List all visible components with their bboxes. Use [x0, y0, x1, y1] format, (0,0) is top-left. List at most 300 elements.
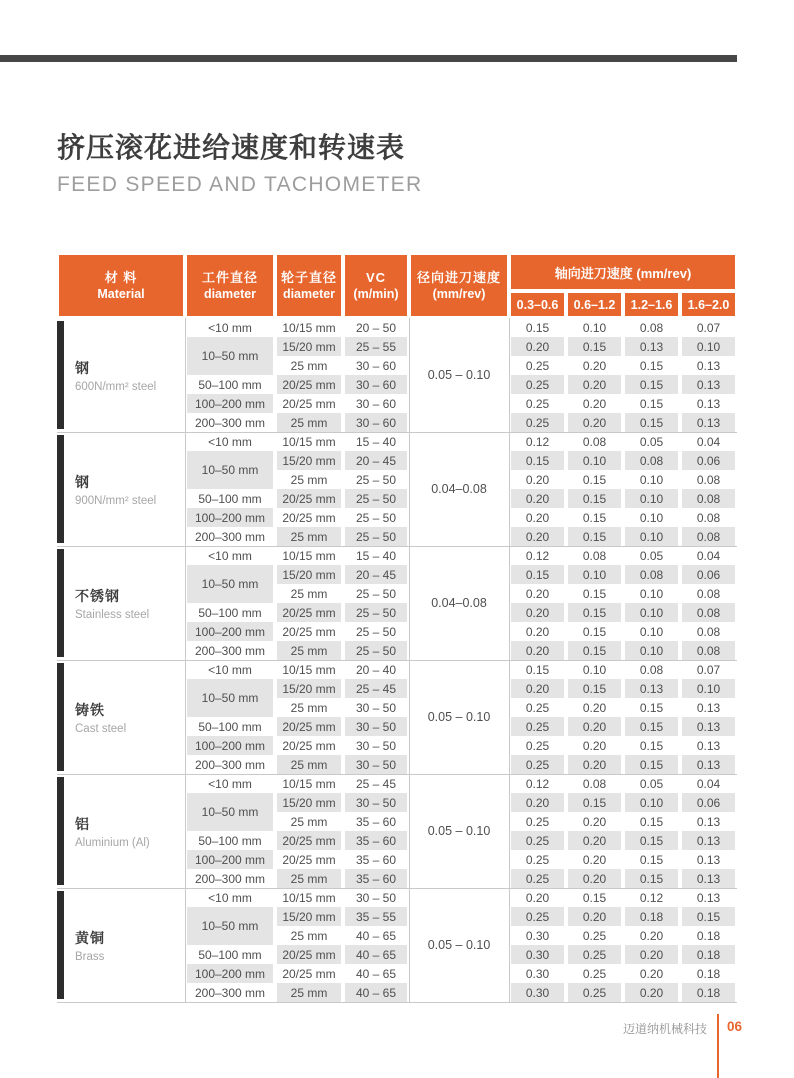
axial-value-cell: 0.10	[623, 584, 680, 603]
axial-value-cell: 0.18	[680, 983, 737, 1002]
axial-value-cell: 0.10	[623, 489, 680, 508]
axial-value-cell: 0.20	[509, 337, 566, 356]
workpiece-diameter-header: 工件直径 diameter	[185, 253, 275, 318]
axial-value-cell: 0.13	[680, 869, 737, 888]
axial-value-cell: 0.15	[566, 679, 623, 698]
axial-value-cell: 0.15	[623, 413, 680, 432]
axial-value-cell: 0.20	[623, 945, 680, 964]
wheel-diameter-cell: 25 mm	[275, 869, 343, 888]
axial-value-cell: 0.15	[623, 812, 680, 831]
axial-value-cell: 0.15	[623, 356, 680, 375]
axial-value-cell: 0.13	[680, 356, 737, 375]
axial-feed-header: 轴向进刀速度 (mm/rev)	[509, 253, 737, 291]
wheel-diameter-cell: 20/25 mm	[275, 508, 343, 527]
axial-range-header-2: 0.6–1.2	[566, 291, 623, 318]
axial-value-cell: 0.08	[680, 489, 737, 508]
footer-divider	[717, 1014, 719, 1078]
wheel-diameter-cell: 25 mm	[275, 926, 343, 945]
workpiece-diameter-cell: 100–200 mm	[185, 622, 275, 641]
material-cell	[57, 888, 185, 1002]
axial-value-cell: 0.20	[509, 622, 566, 641]
material-name-zh: 钢	[75, 359, 90, 376]
table-row	[57, 318, 737, 337]
vc-cell: 30 – 50	[343, 888, 409, 907]
axial-value-cell: 0.08	[623, 565, 680, 584]
axial-value-cell: 0.15	[623, 375, 680, 394]
axial-value-cell: 0.15	[623, 755, 680, 774]
axial-value-cell: 0.08	[680, 622, 737, 641]
axial-value-cell: 0.04	[680, 546, 737, 565]
radial-feed-cell: 0.04–0.08	[409, 432, 509, 546]
footer-page-number: 06	[726, 1019, 742, 1034]
vc-header: VC (m/min)	[343, 253, 409, 318]
vc-cell: 25 – 50	[343, 641, 409, 660]
axial-value-cell: 0.10	[566, 660, 623, 679]
material-cell	[57, 774, 185, 888]
material-name-en: Stainless steel	[75, 608, 150, 621]
vc-cell: 25 – 55	[343, 337, 409, 356]
axial-value-cell: 0.20	[566, 394, 623, 413]
axial-value-cell: 0.13	[680, 375, 737, 394]
wheel-diameter-cell: 20/25 mm	[275, 736, 343, 755]
axial-value-cell: 0.10	[623, 793, 680, 812]
material-name-zh: 不锈钢	[75, 587, 120, 604]
axial-value-cell: 0.25	[566, 964, 623, 983]
workpiece-diameter-cell: 100–200 mm	[185, 508, 275, 527]
vc-cell: 25 – 50	[343, 470, 409, 489]
workpiece-diameter-cell: 100–200 mm	[185, 736, 275, 755]
vc-cell: 25 – 50	[343, 603, 409, 622]
vc-cell: 25 – 50	[343, 622, 409, 641]
workpiece-diameter-cell: <10 mm	[185, 432, 275, 451]
axial-value-cell: 0.25	[509, 394, 566, 413]
axial-value-cell: 0.20	[566, 755, 623, 774]
vc-cell: 20 – 40	[343, 660, 409, 679]
radial-feed-cell: 0.04–0.08	[409, 546, 509, 660]
axial-value-cell: 0.08	[623, 451, 680, 470]
vc-cell: 30 – 50	[343, 698, 409, 717]
wheel-diameter-cell: 10/15 mm	[275, 318, 343, 337]
page-title-en: FEED SPEED AND TACHOMETER	[57, 173, 423, 196]
axial-value-cell: 0.15	[509, 318, 566, 337]
wheel-diameter-cell: 25 mm	[275, 356, 343, 375]
vc-cell: 15 – 40	[343, 432, 409, 451]
axial-value-cell: 0.20	[509, 527, 566, 546]
axial-value-cell: 0.08	[566, 432, 623, 451]
axial-value-cell: 0.15	[680, 907, 737, 926]
axial-value-cell: 0.12	[509, 774, 566, 793]
vc-cell: 35 – 55	[343, 907, 409, 926]
workpiece-diameter-cell: 200–300 mm	[185, 413, 275, 432]
axial-value-cell: 0.10	[623, 622, 680, 641]
vc-cell: 20 – 50	[343, 318, 409, 337]
axial-value-cell: 0.18	[623, 907, 680, 926]
axial-value-cell: 0.13	[680, 888, 737, 907]
vc-cell: 35 – 60	[343, 869, 409, 888]
axial-value-cell: 0.13	[680, 717, 737, 736]
axial-value-cell: 0.15	[566, 470, 623, 489]
axial-value-cell: 0.25	[509, 356, 566, 375]
vc-cell: 25 – 45	[343, 679, 409, 698]
axial-value-cell: 0.10	[566, 451, 623, 470]
wheel-diameter-header: 轮子直径 diameter	[275, 253, 343, 318]
wheel-diameter-cell: 25 mm	[275, 470, 343, 489]
axial-value-cell: 0.25	[509, 698, 566, 717]
material-cell	[57, 546, 185, 660]
radial-feed-cell: 0.05 – 0.10	[409, 774, 509, 888]
axial-value-cell: 0.15	[623, 394, 680, 413]
table-grid-line	[57, 432, 737, 433]
axial-value-cell: 0.20	[509, 508, 566, 527]
axial-value-cell: 0.20	[509, 470, 566, 489]
axial-range-header-1: 0.3–0.6	[509, 291, 566, 318]
axial-value-cell: 0.20	[566, 812, 623, 831]
axial-value-cell: 0.04	[680, 432, 737, 451]
wheel-diameter-cell: 25 mm	[275, 584, 343, 603]
wheel-diameter-cell: 25 mm	[275, 755, 343, 774]
workpiece-diameter-cell: 10–50 mm	[185, 337, 275, 375]
axial-value-cell: 0.08	[680, 470, 737, 489]
axial-value-cell: 0.15	[566, 888, 623, 907]
vc-cell: 30 – 50	[343, 755, 409, 774]
table-row	[57, 660, 737, 679]
axial-value-cell: 0.10	[623, 470, 680, 489]
axial-value-cell: 0.13	[680, 698, 737, 717]
axial-value-cell: 0.08	[566, 546, 623, 565]
vc-cell: 30 – 50	[343, 736, 409, 755]
wheel-diameter-cell: 20/25 mm	[275, 831, 343, 850]
wheel-diameter-cell: 20/25 mm	[275, 945, 343, 964]
wheel-diameter-cell: 25 mm	[275, 641, 343, 660]
axial-value-cell: 0.12	[509, 546, 566, 565]
wheel-diameter-cell: 10/15 mm	[275, 546, 343, 565]
axial-value-cell: 0.20	[566, 698, 623, 717]
table-row	[57, 774, 737, 793]
wheel-diameter-cell: 25 mm	[275, 698, 343, 717]
material-name-en: Brass	[75, 950, 105, 963]
axial-value-cell: 0.07	[680, 660, 737, 679]
axial-value-cell: 0.20	[623, 926, 680, 945]
axial-value-cell: 0.20	[623, 983, 680, 1002]
axial-value-cell: 0.25	[509, 907, 566, 926]
radial-feed-cell: 0.05 – 0.10	[409, 660, 509, 774]
vc-cell: 35 – 60	[343, 850, 409, 869]
axial-value-cell: 0.20	[566, 413, 623, 432]
table-row	[57, 888, 737, 907]
axial-value-cell: 0.10	[566, 318, 623, 337]
axial-value-cell: 0.10	[623, 603, 680, 622]
axial-value-cell: 0.25	[566, 945, 623, 964]
workpiece-diameter-cell: 10–50 mm	[185, 907, 275, 945]
axial-value-cell: 0.10	[680, 337, 737, 356]
axial-value-cell: 0.13	[623, 679, 680, 698]
axial-value-cell: 0.13	[680, 812, 737, 831]
table-grid-line	[57, 1002, 737, 1003]
workpiece-diameter-cell: <10 mm	[185, 660, 275, 679]
workpiece-diameter-cell: 50–100 mm	[185, 831, 275, 850]
axial-value-cell: 0.10	[566, 565, 623, 584]
axial-value-cell: 0.25	[509, 869, 566, 888]
radial-feed-cell: 0.05 – 0.10	[409, 888, 509, 1002]
wheel-diameter-cell: 25 mm	[275, 413, 343, 432]
axial-value-cell: 0.13	[680, 850, 737, 869]
wheel-diameter-cell: 10/15 mm	[275, 660, 343, 679]
vc-cell: 25 – 50	[343, 527, 409, 546]
workpiece-diameter-cell: 10–50 mm	[185, 793, 275, 831]
workpiece-diameter-cell: 200–300 mm	[185, 641, 275, 660]
axial-value-cell: 0.20	[509, 603, 566, 622]
table-grid-line	[57, 660, 737, 661]
feed-speed-table-grid	[57, 253, 737, 1002]
radial-feed-cell: 0.05 – 0.10	[409, 318, 509, 432]
workpiece-diameter-cell: 200–300 mm	[185, 755, 275, 774]
table-row	[57, 432, 737, 451]
axial-value-cell: 0.15	[566, 622, 623, 641]
axial-value-cell: 0.15	[623, 831, 680, 850]
vc-cell: 20 – 45	[343, 451, 409, 470]
wheel-diameter-cell: 20/25 mm	[275, 375, 343, 394]
vc-cell: 15 – 40	[343, 546, 409, 565]
workpiece-diameter-cell: 10–50 mm	[185, 679, 275, 717]
axial-value-cell: 0.15	[566, 641, 623, 660]
material-name-en: Cast steel	[75, 722, 127, 735]
axial-value-cell: 0.15	[623, 850, 680, 869]
material-cell	[57, 660, 185, 774]
radial-feed-header: 径向进刀速度 (mm/rev)	[409, 253, 509, 318]
vc-cell: 30 – 60	[343, 394, 409, 413]
vc-cell: 40 – 65	[343, 983, 409, 1002]
workpiece-diameter-cell: 50–100 mm	[185, 489, 275, 508]
axial-value-cell: 0.15	[623, 736, 680, 755]
wheel-diameter-cell: 20/25 mm	[275, 603, 343, 622]
workpiece-diameter-cell: 200–300 mm	[185, 527, 275, 546]
table-grid-line	[57, 888, 737, 889]
axial-value-cell: 0.15	[509, 660, 566, 679]
vc-cell: 40 – 65	[343, 964, 409, 983]
axial-value-cell: 0.08	[680, 641, 737, 660]
table-grid-line	[57, 774, 737, 775]
axial-value-cell: 0.20	[566, 717, 623, 736]
axial-value-cell: 0.15	[566, 337, 623, 356]
axial-value-cell: 0.25	[509, 831, 566, 850]
axial-value-cell: 0.25	[509, 736, 566, 755]
axial-value-cell: 0.20	[566, 850, 623, 869]
axial-value-cell: 0.13	[680, 413, 737, 432]
axial-value-cell: 0.08	[680, 603, 737, 622]
axial-value-cell: 0.20	[566, 736, 623, 755]
workpiece-diameter-cell: <10 mm	[185, 318, 275, 337]
wheel-diameter-cell: 20/25 mm	[275, 394, 343, 413]
workpiece-diameter-cell: 100–200 mm	[185, 850, 275, 869]
material-name-zh: 黄铜	[75, 929, 105, 946]
wheel-diameter-cell: 15/20 mm	[275, 565, 343, 584]
wheel-diameter-cell: 15/20 mm	[275, 907, 343, 926]
wheel-diameter-cell: 10/15 mm	[275, 774, 343, 793]
axial-value-cell: 0.30	[509, 983, 566, 1002]
workpiece-diameter-cell: 10–50 mm	[185, 565, 275, 603]
material-name-zh: 铝	[75, 815, 90, 832]
workpiece-diameter-cell: 50–100 mm	[185, 375, 275, 394]
table-grid-line	[57, 546, 737, 547]
axial-value-cell: 0.30	[509, 926, 566, 945]
axial-value-cell: 0.08	[680, 584, 737, 603]
workpiece-diameter-cell: 50–100 mm	[185, 717, 275, 736]
vc-cell: 40 – 65	[343, 926, 409, 945]
axial-value-cell: 0.15	[509, 565, 566, 584]
axial-value-cell: 0.20	[509, 793, 566, 812]
axial-value-cell: 0.25	[509, 717, 566, 736]
wheel-diameter-cell: 10/15 mm	[275, 432, 343, 451]
axial-value-cell: 0.15	[566, 527, 623, 546]
wheel-diameter-cell: 20/25 mm	[275, 622, 343, 641]
workpiece-diameter-cell: 200–300 mm	[185, 869, 275, 888]
axial-value-cell: 0.20	[509, 489, 566, 508]
page-footer	[0, 1014, 794, 1078]
wheel-diameter-cell: 25 mm	[275, 812, 343, 831]
material-name-en: Aluminium (Al)	[75, 836, 150, 849]
workpiece-diameter-cell: 50–100 mm	[185, 945, 275, 964]
wheel-diameter-cell: 20/25 mm	[275, 717, 343, 736]
axial-value-cell: 0.20	[566, 831, 623, 850]
axial-value-cell: 0.13	[680, 755, 737, 774]
footer-company: 迈道纳机械科技	[622, 1022, 707, 1036]
vc-cell: 30 – 60	[343, 356, 409, 375]
wheel-diameter-cell: 20/25 mm	[275, 964, 343, 983]
axial-value-cell: 0.15	[566, 603, 623, 622]
axial-value-cell: 0.05	[623, 774, 680, 793]
axial-value-cell: 0.10	[623, 508, 680, 527]
axial-value-cell: 0.08	[566, 774, 623, 793]
wheel-diameter-cell: 15/20 mm	[275, 337, 343, 356]
workpiece-diameter-cell: 200–300 mm	[185, 983, 275, 1002]
vc-cell: 40 – 65	[343, 945, 409, 964]
axial-value-cell: 0.05	[623, 546, 680, 565]
axial-value-cell: 0.12	[623, 888, 680, 907]
vc-cell: 30 – 60	[343, 413, 409, 432]
axial-value-cell: 0.05	[623, 432, 680, 451]
axial-value-cell: 0.20	[623, 964, 680, 983]
vc-cell: 25 – 45	[343, 774, 409, 793]
axial-value-cell: 0.25	[566, 983, 623, 1002]
vc-cell: 35 – 60	[343, 831, 409, 850]
material-name-zh: 钢	[75, 473, 90, 490]
material-cell	[57, 318, 185, 432]
wheel-diameter-cell: 10/15 mm	[275, 888, 343, 907]
axial-value-cell: 0.25	[509, 375, 566, 394]
axial-value-cell: 0.10	[623, 641, 680, 660]
vc-cell: 20 – 45	[343, 565, 409, 584]
axial-value-cell: 0.04	[680, 774, 737, 793]
table-row	[57, 546, 737, 565]
workpiece-diameter-cell: <10 mm	[185, 774, 275, 793]
axial-value-cell: 0.06	[680, 565, 737, 584]
wheel-diameter-cell: 15/20 mm	[275, 451, 343, 470]
vc-cell: 25 – 50	[343, 489, 409, 508]
axial-value-cell: 0.25	[509, 850, 566, 869]
axial-value-cell: 0.20	[566, 907, 623, 926]
vc-cell: 25 – 50	[343, 508, 409, 527]
workpiece-diameter-cell: <10 mm	[185, 546, 275, 565]
axial-value-cell: 0.13	[680, 736, 737, 755]
axial-value-cell: 0.30	[509, 945, 566, 964]
axial-value-cell: 0.25	[566, 926, 623, 945]
workpiece-diameter-cell: <10 mm	[185, 888, 275, 907]
axial-value-cell: 0.20	[509, 679, 566, 698]
material-name-en: 900N/mm² steel	[75, 494, 157, 507]
axial-value-cell: 0.25	[509, 812, 566, 831]
vc-cell: 25 – 50	[343, 584, 409, 603]
axial-range-header-3: 1.2–1.6	[623, 291, 680, 318]
axial-value-cell: 0.10	[680, 679, 737, 698]
axial-value-cell: 0.08	[623, 318, 680, 337]
vc-cell: 35 – 60	[343, 812, 409, 831]
axial-value-cell: 0.18	[680, 945, 737, 964]
axial-value-cell: 0.25	[509, 755, 566, 774]
material-cell	[57, 432, 185, 546]
axial-value-cell: 0.13	[623, 337, 680, 356]
axial-value-cell: 0.15	[566, 508, 623, 527]
vc-cell: 30 – 50	[343, 793, 409, 812]
axial-value-cell: 0.15	[566, 793, 623, 812]
axial-value-cell: 0.06	[680, 793, 737, 812]
page-title-zh: 挤压滚花进给速度和转速表	[57, 132, 406, 163]
wheel-diameter-cell: 15/20 mm	[275, 679, 343, 698]
material-name-en: 600N/mm² steel	[75, 380, 157, 393]
axial-value-cell: 0.20	[509, 641, 566, 660]
wheel-diameter-cell: 20/25 mm	[275, 489, 343, 508]
axial-value-cell: 0.15	[623, 698, 680, 717]
axial-value-cell: 0.13	[680, 831, 737, 850]
axial-value-cell: 0.12	[509, 432, 566, 451]
material-name-zh: 铸铁	[75, 701, 105, 718]
axial-value-cell: 0.15	[566, 489, 623, 508]
axial-value-cell: 0.25	[509, 413, 566, 432]
axial-value-cell: 0.15	[566, 584, 623, 603]
wheel-diameter-cell: 25 mm	[275, 983, 343, 1002]
workpiece-diameter-cell: 100–200 mm	[185, 964, 275, 983]
wheel-diameter-cell: 15/20 mm	[275, 793, 343, 812]
vc-cell: 30 – 50	[343, 717, 409, 736]
axial-value-cell: 0.15	[623, 869, 680, 888]
feed-speed-table	[57, 253, 737, 1003]
axial-value-cell: 0.20	[509, 888, 566, 907]
wheel-diameter-cell: 20/25 mm	[275, 850, 343, 869]
axial-value-cell: 0.08	[680, 508, 737, 527]
workpiece-diameter-cell: 100–200 mm	[185, 394, 275, 413]
workpiece-diameter-cell: 50–100 mm	[185, 603, 275, 622]
axial-value-cell: 0.08	[623, 660, 680, 679]
top-divider-bar	[0, 55, 737, 62]
wheel-diameter-cell: 25 mm	[275, 527, 343, 546]
axial-value-cell: 0.20	[566, 869, 623, 888]
material-header: 材 料 Material	[57, 253, 185, 318]
workpiece-diameter-cell: 10–50 mm	[185, 451, 275, 489]
axial-value-cell: 0.08	[680, 527, 737, 546]
axial-value-cell: 0.20	[566, 375, 623, 394]
axial-value-cell: 0.13	[680, 394, 737, 413]
vc-cell: 30 – 60	[343, 375, 409, 394]
axial-range-header-4: 1.6–2.0	[680, 291, 737, 318]
axial-value-cell: 0.06	[680, 451, 737, 470]
axial-value-cell: 0.15	[623, 717, 680, 736]
axial-value-cell: 0.10	[623, 527, 680, 546]
axial-value-cell: 0.20	[509, 584, 566, 603]
axial-value-cell: 0.30	[509, 964, 566, 983]
title-block	[57, 126, 422, 197]
axial-value-cell: 0.18	[680, 926, 737, 945]
axial-value-cell: 0.18	[680, 964, 737, 983]
axial-value-cell: 0.20	[566, 356, 623, 375]
